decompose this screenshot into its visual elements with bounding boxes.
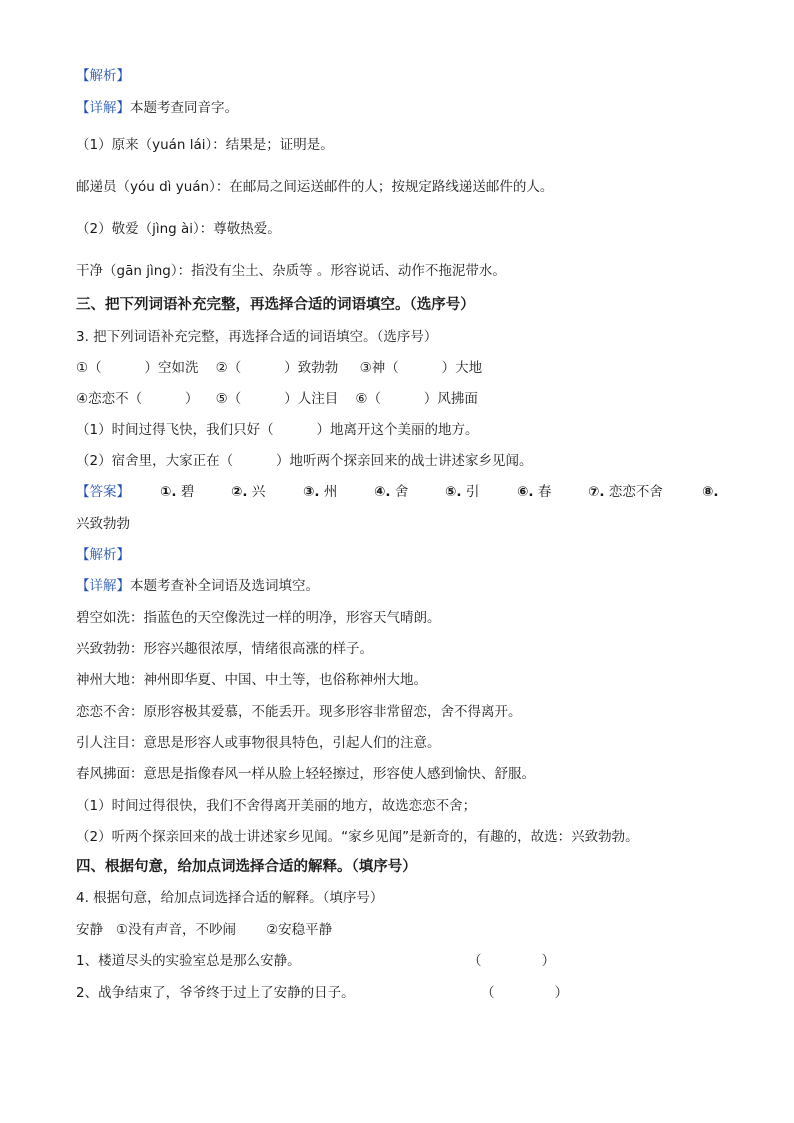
answer-label: 【答案】: [76, 484, 130, 500]
word-row: ④恋恋不（ ） ⑤（ ）人注目 ⑥（ ）风拂面: [76, 391, 478, 407]
answer-blank[interactable]: （ ）: [481, 985, 569, 1001]
answer-item: ②. 兴: [231, 484, 266, 500]
explanation-line: 春风拂面：意思是指像春风一样从脸上轻轻擦过，形容使人感到愉快、舒服。: [76, 766, 535, 782]
detail-text: 本题考查补全词语及选词填空。: [130, 578, 319, 594]
detail-line: [76, 99, 238, 117]
answer-continuation: 兴致勃勃: [76, 516, 130, 532]
detail-text: 本题考查同音字。: [130, 100, 238, 116]
explanation-line: 神州大地：神州即华夏、中国、中土等，也俗称神州大地。: [76, 672, 427, 688]
answer-item: ⑤. 引: [445, 484, 480, 500]
sub-question: 2、战争结束了，爷爷终于过上了安静的日子。: [76, 985, 355, 1001]
explanation-line: 邮递员（yóu dì yuán）：在邮局之间运送邮件的人；按规定路线递送邮件的人。: [76, 179, 554, 195]
question-text: 3. 把下列词语补充完整，再选择合适的词语填空。（选序号）: [76, 329, 438, 345]
detail-label: 【详解】: [76, 100, 130, 116]
word-row: ①（ ）空如洗 ②（ ）致勃勃 ③神（ ）大地: [76, 360, 483, 376]
answer-row: [76, 483, 721, 501]
explanation-line: 引人注目：意思是形容人或事物很具特色，引起人们的注意。: [76, 735, 441, 751]
answer-item: ⑥. 春: [517, 484, 552, 500]
answer-item: ⑦. 恋恋不舍: [588, 484, 663, 500]
explanation-line: 碧空如洗：指蓝色的天空像洗过一样的明净，形容天气晴朗。: [76, 610, 441, 626]
section-heading: 三、把下列词语补充完整，再选择合适的词语填空。（选序号）: [76, 297, 475, 313]
answer-blank[interactable]: （ ）: [468, 953, 556, 969]
answer-item: ⑧.: [702, 484, 719, 500]
explanation-line: （2）听两个探亲回来的战士讲述家乡见闻。“家乡见闻”是新奇的，有趣的，故选：兴致勃勃。: [76, 829, 639, 845]
analysis-label: 【解析】: [76, 547, 130, 563]
section-heading: 四、根据句意，给加点词选择合适的解释。（填序号）: [76, 859, 417, 875]
detail-line: [76, 577, 319, 595]
detail-label: 【详解】: [76, 578, 130, 594]
analysis-label: 【解析】: [76, 68, 130, 84]
question-text: 4. 根据句意，给加点词选择合适的解释。（填序号）: [76, 890, 384, 906]
answer-item: ①. 碧: [160, 484, 195, 500]
explanation-line: 恋恋不舍：原形容极其爱慕，不能丢开。现多形容非常留恋，舍不得离开。: [76, 704, 522, 720]
answer-item: ④. 舍: [374, 484, 409, 500]
explanation-line: （1）原来（yuán lái）：结果是；证明是。: [76, 137, 334, 153]
explanation-line: 兴致勃勃：形容兴趣很浓厚，情绪很高涨的样子。: [76, 641, 373, 657]
answer-item: ③. 州: [303, 484, 338, 500]
explanation-line: （2）敬爱（jìng ài）：尊敬热爱。: [76, 221, 281, 237]
fill-question: （2）宿舍里，大家正在（ ）地听两个探亲回来的战士讲述家乡见闻。: [76, 453, 533, 469]
explanation-line: （1）时间过得很快，我们不舍得离开美丽的地方，故选恋恋不舍；: [76, 798, 477, 814]
sub-question: 1、楼道尽头的实验室总是那么安静。: [76, 953, 301, 969]
explanation-line: 干净（gān jìng）：指没有尘土、杂质等 。形容说话、动作不拖泥带水。: [76, 263, 506, 279]
definition-line: 安静 ①没有声音，不吵闹 ②安稳平静: [76, 922, 333, 938]
fill-question: （1）时间过得飞快，我们只好（ ）地离开这个美丽的地方。: [76, 422, 479, 438]
